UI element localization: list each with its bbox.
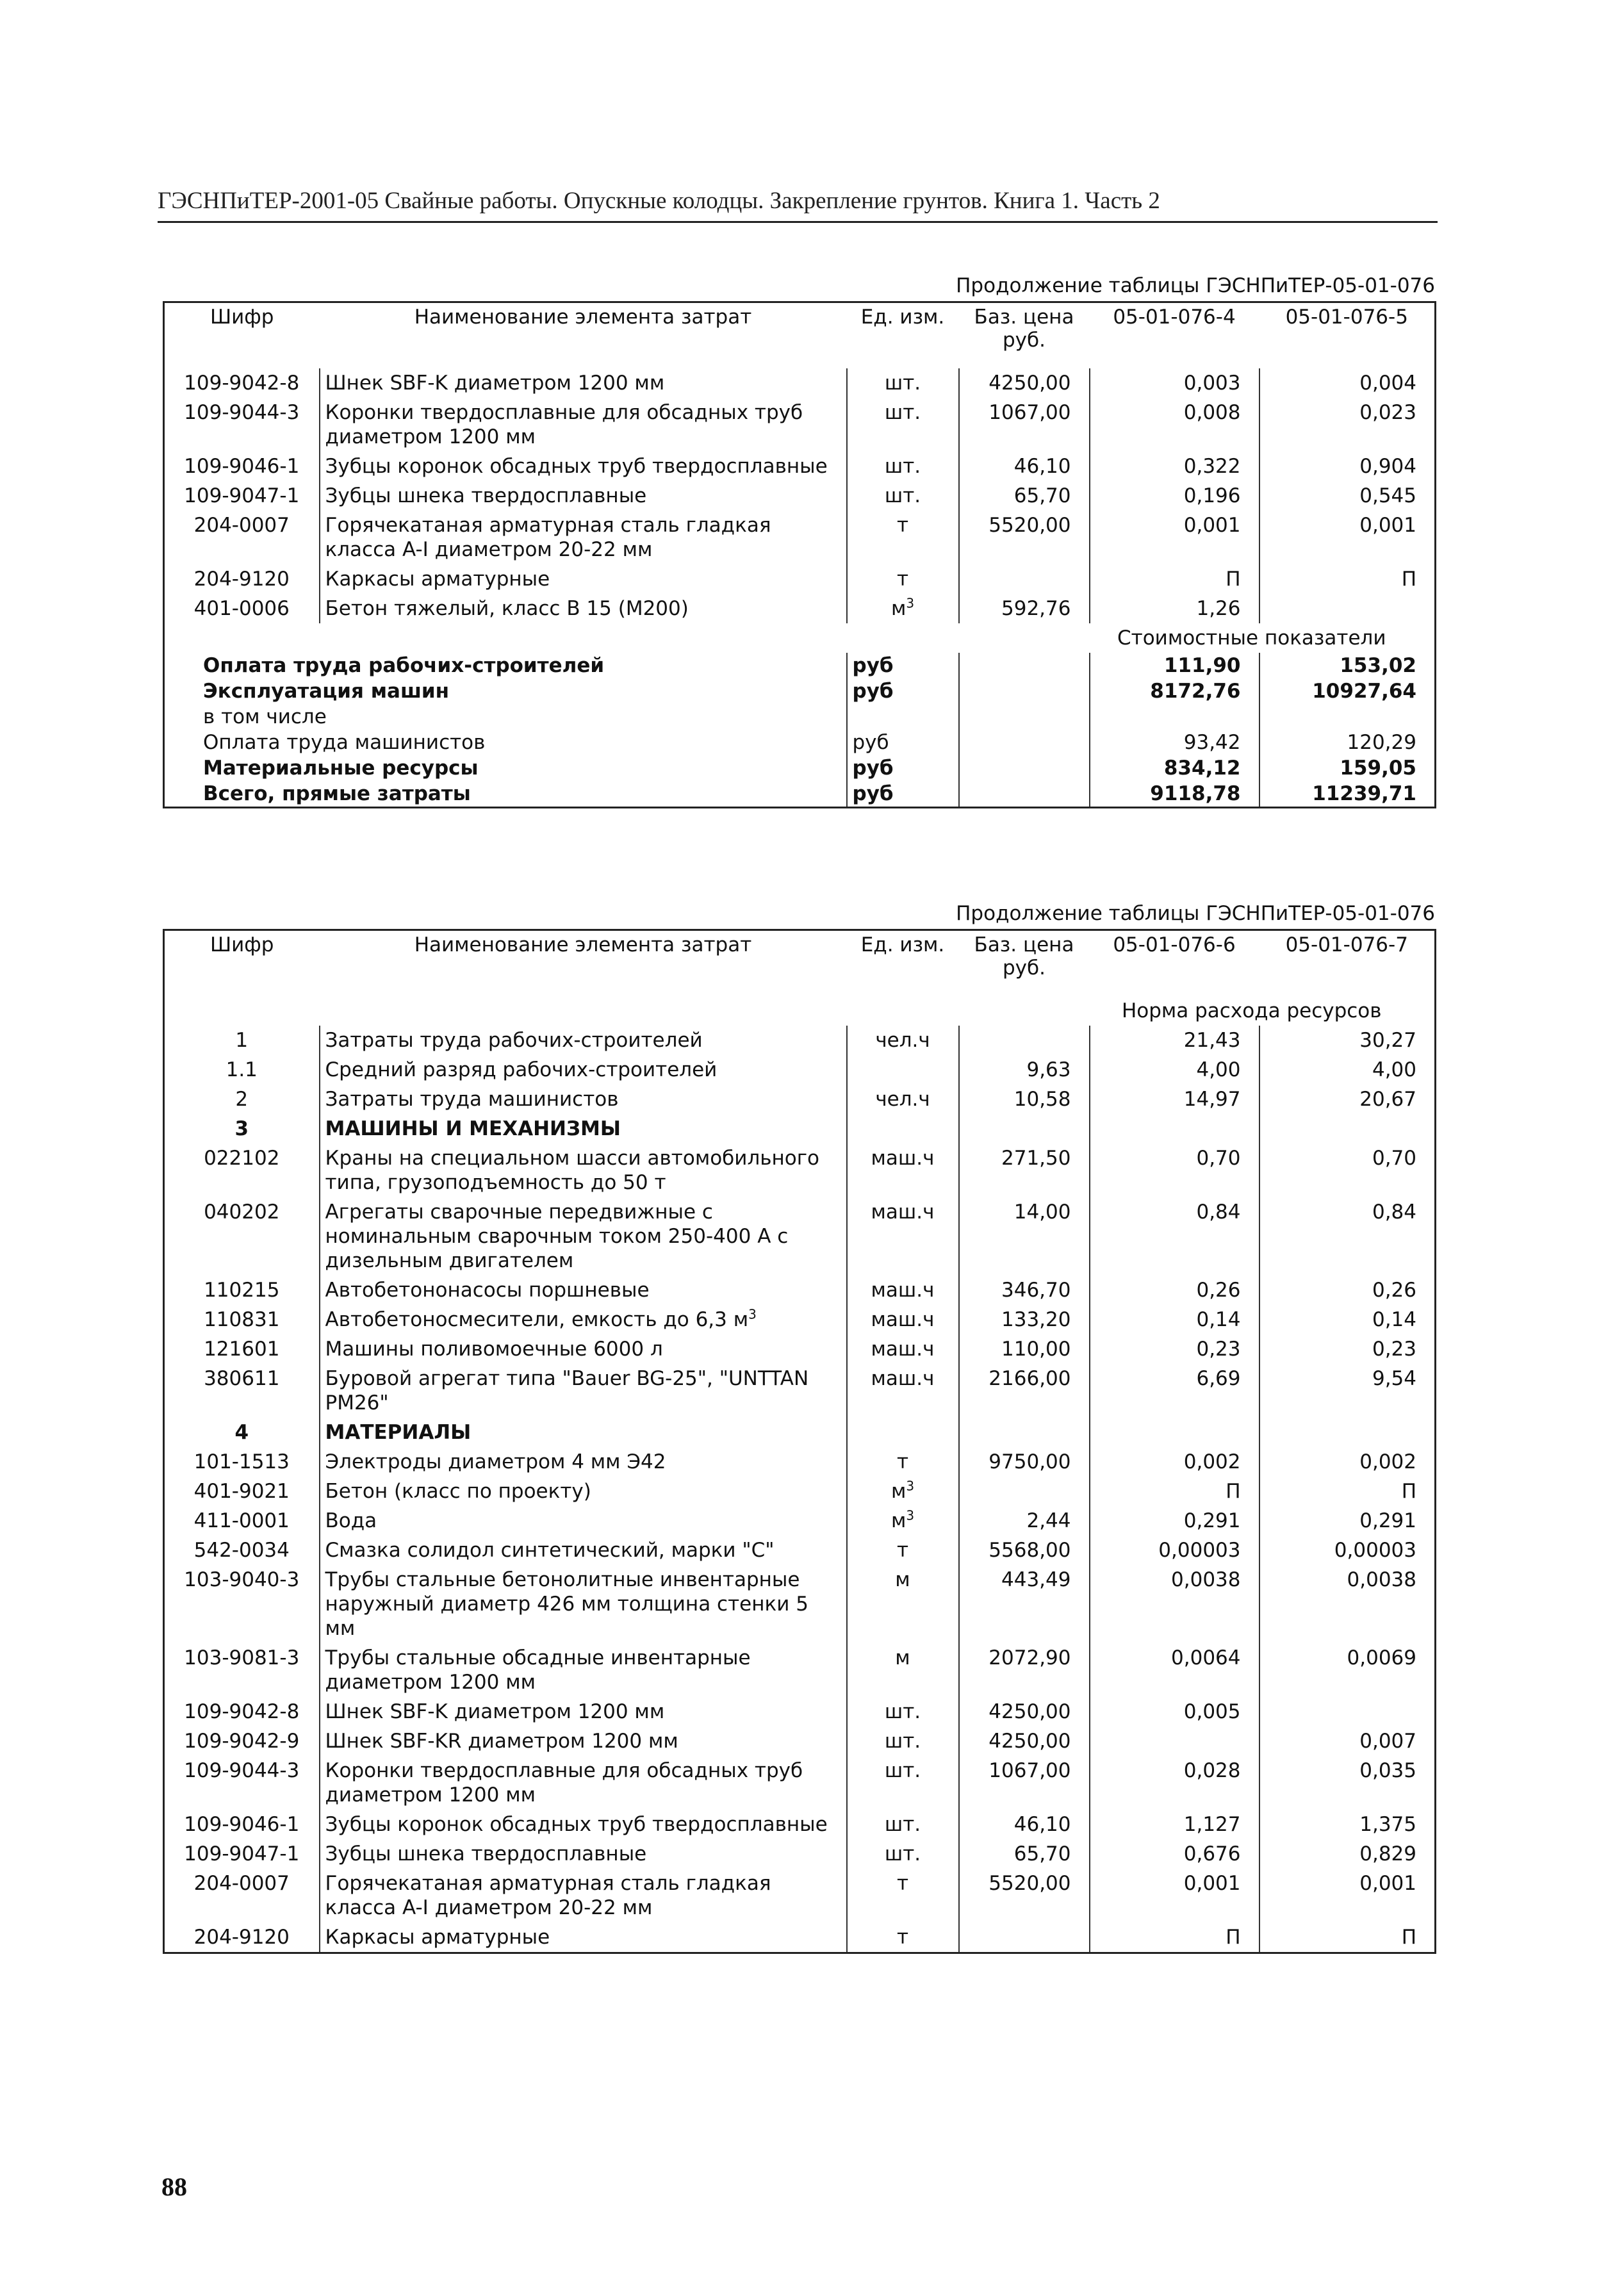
row-name: Зубцы шнека твердосплавные bbox=[320, 1839, 847, 1869]
col-header-code: Шифр bbox=[210, 306, 274, 329]
col-header-unit: Ед. изм. bbox=[860, 933, 945, 956]
row-unit: $м^3$ bbox=[847, 594, 959, 623]
row-unit: маш.ч bbox=[847, 1275, 959, 1305]
cost-row-value-1: 93,42 bbox=[1090, 730, 1259, 755]
cost-row-unit: руб bbox=[847, 781, 959, 808]
row-value-2: 0,035 bbox=[1259, 1756, 1436, 1810]
row-price: 46,10 bbox=[959, 1810, 1090, 1839]
row-name: Коронки твердосплавные для обсадных труб диаметром 1200 мм bbox=[320, 1756, 847, 1810]
row-unit: шт. bbox=[847, 1810, 959, 1839]
machine-row bbox=[164, 1275, 1436, 1305]
row-unit: шт. bbox=[847, 368, 959, 398]
row-code: 109-9044-3 bbox=[184, 1759, 300, 1782]
row-name: Бетон (класс по проекту) bbox=[320, 1477, 847, 1506]
row-price: 14,00 bbox=[959, 1197, 1090, 1275]
row-unit: маш.ч bbox=[847, 1334, 959, 1364]
row-value-1: 0,005 bbox=[1090, 1697, 1259, 1726]
row-unit: т bbox=[847, 1923, 959, 1953]
col-header-name: Наименование элемента затрат bbox=[414, 933, 752, 956]
row-value-2: 30,27 bbox=[1259, 1026, 1436, 1055]
row-unit: $м^3$ bbox=[847, 1506, 959, 1536]
row-value-2: 0,007 bbox=[1259, 1726, 1436, 1756]
cost-row-value-1: 111,90 bbox=[1090, 653, 1259, 678]
row-value-1: 0,00003 bbox=[1090, 1536, 1259, 1565]
labor-row bbox=[164, 1026, 1436, 1055]
row-unit: шт. bbox=[847, 1756, 959, 1810]
machine-row bbox=[164, 1364, 1436, 1418]
row-name: Зубцы коронок обсадных труб твердосплавные bbox=[320, 452, 847, 481]
row-code: 1.1 bbox=[226, 1058, 258, 1081]
col-header-v2: 05-01-076-5 bbox=[1285, 306, 1408, 329]
cost-row-label: Оплата труда машинистов bbox=[203, 731, 486, 754]
row-price bbox=[959, 1923, 1090, 1953]
row-unit: т bbox=[847, 1869, 959, 1923]
row-name: Автобетоносмесители, емкость до 6,3 $м^3$ bbox=[320, 1305, 847, 1334]
row-value-1: 0,14 bbox=[1090, 1305, 1259, 1334]
cost-row-unit: руб bbox=[847, 730, 959, 755]
row-value-1: 0,676 bbox=[1090, 1839, 1259, 1869]
row-name: Шнек SBF-K диаметром 1200 мм bbox=[320, 368, 847, 398]
table1 bbox=[163, 301, 1436, 808]
section-title-materials: МАТЕРИАЛЫ bbox=[320, 1418, 847, 1447]
row-price: 46,10 bbox=[959, 452, 1090, 481]
row-name: Горячекатаная арматурная сталь гладкая класса A-I диаметром 20-22 мм bbox=[320, 511, 847, 564]
row-price: 4250,00 bbox=[959, 1726, 1090, 1756]
row-value-2: 0,291 bbox=[1259, 1506, 1436, 1536]
row-name: Зубцы коронок обсадных труб твердосплавные bbox=[320, 1810, 847, 1839]
material-row bbox=[164, 1565, 1436, 1643]
row-value-2: 0,002 bbox=[1259, 1447, 1436, 1477]
row-value-2: 0,70 bbox=[1259, 1144, 1436, 1197]
row-value-1: 14,97 bbox=[1090, 1085, 1259, 1114]
table-row bbox=[164, 452, 1436, 481]
row-value-2: 0,14 bbox=[1259, 1305, 1436, 1334]
cost-indicators-label: Стоимостные показатели bbox=[1117, 627, 1386, 650]
cost-row-unit: руб bbox=[847, 755, 959, 781]
row-name: Каркасы арматурные bbox=[320, 1923, 847, 1953]
col-header-unit: Ед. изм. bbox=[860, 306, 945, 329]
material-row bbox=[164, 1839, 1436, 1869]
row-value-2: 0,84 bbox=[1259, 1197, 1436, 1275]
row-price: 9750,00 bbox=[959, 1447, 1090, 1477]
row-value-1: 0,003 bbox=[1090, 368, 1259, 398]
col-header-price: Баз. цена руб. bbox=[974, 306, 1074, 352]
row-unit: м bbox=[847, 1643, 959, 1697]
row-value-1: 6,69 bbox=[1090, 1364, 1259, 1418]
row-code: 022102 bbox=[204, 1147, 280, 1170]
row-name: Автобетононасосы поршневые bbox=[320, 1275, 847, 1305]
row-price: 5520,00 bbox=[959, 511, 1090, 564]
row-value-2: 0,26 bbox=[1259, 1275, 1436, 1305]
row-price: 1067,00 bbox=[959, 398, 1090, 452]
row-price: 443,49 bbox=[959, 1565, 1090, 1643]
row-unit: шт. bbox=[847, 452, 959, 481]
row-code: 1 bbox=[235, 1029, 249, 1052]
row-code: 204-0007 bbox=[193, 1872, 290, 1895]
machine-row bbox=[164, 1197, 1436, 1275]
row-value-2 bbox=[1259, 1697, 1436, 1726]
row-unit: шт. bbox=[847, 398, 959, 452]
col-header-v1: 05-01-076-6 bbox=[1113, 933, 1236, 956]
row-value-1: П bbox=[1090, 1477, 1259, 1506]
row-value-2: 20,67 bbox=[1259, 1085, 1436, 1114]
cost-row-label: Оплата труда рабочих-строителей bbox=[203, 654, 605, 677]
row-unit: т bbox=[847, 511, 959, 564]
row-code: 204-9120 bbox=[193, 1926, 290, 1949]
row-price: 5568,00 bbox=[959, 1536, 1090, 1565]
row-value-2: 0,0038 bbox=[1259, 1565, 1436, 1643]
cost-row-value-1: 9118,78 bbox=[1090, 781, 1259, 808]
table2-continuation-label: Продолжение таблицы ГЭСНПиТЕР-05-01-076 bbox=[956, 902, 1435, 925]
row-value-2: 0,023 bbox=[1259, 398, 1436, 452]
table-row bbox=[164, 511, 1436, 564]
row-value-1: 1,26 bbox=[1090, 594, 1259, 623]
row-price bbox=[959, 1026, 1090, 1055]
col-header-code: Шифр bbox=[210, 933, 274, 956]
section-code: 3 bbox=[234, 1117, 249, 1140]
cost-indicators-row bbox=[164, 623, 1436, 653]
row-price: 9,63 bbox=[959, 1055, 1090, 1085]
cost-row-unit: руб bbox=[847, 653, 959, 678]
row-unit: шт. bbox=[847, 1726, 959, 1756]
row-value-1: 0,70 bbox=[1090, 1144, 1259, 1197]
material-row bbox=[164, 1726, 1436, 1756]
row-name: Смазка солидол синтетический, марки "С" bbox=[320, 1536, 847, 1565]
row-price: 1067,00 bbox=[959, 1756, 1090, 1810]
row-value-2: 0,004 bbox=[1259, 368, 1436, 398]
row-name: Машины поливомоечные 6000 л bbox=[320, 1334, 847, 1364]
row-value-2: 9,54 bbox=[1259, 1364, 1436, 1418]
row-unit: т bbox=[847, 1447, 959, 1477]
cost-row-value-2: 10927,64 bbox=[1259, 678, 1436, 704]
table-row bbox=[164, 481, 1436, 511]
table1-header-row bbox=[164, 302, 1436, 369]
cost-row bbox=[164, 781, 1436, 808]
cost-row-label: Эксплуатация машин bbox=[203, 680, 450, 703]
row-unit: чел.ч bbox=[847, 1085, 959, 1114]
labor-row bbox=[164, 1085, 1436, 1114]
row-value-2: 0,23 bbox=[1259, 1334, 1436, 1364]
row-code: 109-9042-8 bbox=[184, 372, 300, 395]
table-row bbox=[164, 398, 1436, 452]
material-row bbox=[164, 1810, 1436, 1839]
page-number: 88 bbox=[161, 2172, 187, 2201]
row-code: 121601 bbox=[204, 1338, 280, 1361]
row-code: 110831 bbox=[204, 1308, 280, 1331]
row-price: 2072,90 bbox=[959, 1643, 1090, 1697]
row-value-2: 0,0069 bbox=[1259, 1643, 1436, 1697]
row-code: 401-0006 bbox=[193, 597, 290, 620]
material-row bbox=[164, 1869, 1436, 1923]
row-code: 109-9042-8 bbox=[184, 1700, 300, 1723]
row-name: Буровой агрегат типа "Bauer BG-25", "UNTTAN PM26" bbox=[320, 1364, 847, 1418]
row-value-1 bbox=[1090, 1726, 1259, 1756]
row-value-1: 21,43 bbox=[1090, 1026, 1259, 1055]
table-row bbox=[164, 594, 1436, 623]
cost-row bbox=[164, 755, 1436, 781]
row-unit: маш.ч bbox=[847, 1364, 959, 1418]
table1-continuation-label: Продолжение таблицы ГЭСНПиТЕР-05-01-076 bbox=[956, 274, 1435, 297]
row-unit: маш.ч bbox=[847, 1305, 959, 1334]
row-value-1: 4,00 bbox=[1090, 1055, 1259, 1085]
row-value-1: 0,322 bbox=[1090, 452, 1259, 481]
cost-row-value-1 bbox=[1090, 704, 1259, 730]
row-name: Каркасы арматурные bbox=[320, 564, 847, 594]
row-name: Трубы стальные обсадные инвентарные диаметром 1200 мм bbox=[320, 1643, 847, 1697]
row-value-2: 0,904 bbox=[1259, 452, 1436, 481]
cost-row-label: в том числе bbox=[203, 705, 327, 728]
cost-row-value-2: 120,29 bbox=[1259, 730, 1436, 755]
table-row bbox=[164, 368, 1436, 398]
row-value-1: 0,84 bbox=[1090, 1197, 1259, 1275]
row-code: 110215 bbox=[204, 1279, 280, 1302]
row-code: 109-9047-1 bbox=[184, 1842, 300, 1865]
row-code: 109-9047-1 bbox=[184, 484, 300, 507]
table-row bbox=[164, 564, 1436, 594]
row-unit: маш.ч bbox=[847, 1144, 959, 1197]
row-unit: чел.ч bbox=[847, 1026, 959, 1055]
row-unit: м bbox=[847, 1565, 959, 1643]
col-header-v2: 05-01-076-7 bbox=[1285, 933, 1408, 956]
row-value-1: П bbox=[1090, 1923, 1259, 1953]
row-name: Краны на специальном шасси автомобильного типа, грузоподъемность до 50 т bbox=[320, 1144, 847, 1197]
row-value-1: 1,127 bbox=[1090, 1810, 1259, 1839]
section-row-machines bbox=[164, 1114, 1436, 1144]
row-value-1: 0,196 bbox=[1090, 481, 1259, 511]
row-unit: маш.ч bbox=[847, 1197, 959, 1275]
row-price: 346,70 bbox=[959, 1275, 1090, 1305]
material-row bbox=[164, 1477, 1436, 1506]
cost-row-unit: руб bbox=[847, 678, 959, 704]
row-value-2: 0,00003 bbox=[1259, 1536, 1436, 1565]
row-name: Трубы стальные бетонолитные инвентарные наружный диаметр 426 мм толщина стенки 5 мм bbox=[320, 1565, 847, 1643]
material-row bbox=[164, 1536, 1436, 1565]
running-header: ГЭСНПиТЕР-2001-05 Свайные работы. Опускные колодцы. Закрепление грунтов. Книга 1. Часть 2 bbox=[158, 187, 1438, 223]
row-code: 401-9021 bbox=[193, 1480, 290, 1503]
row-code: 109-9046-1 bbox=[184, 1813, 300, 1836]
cost-row-label: Всего, прямые затраты bbox=[203, 782, 471, 805]
row-code: 101-1513 bbox=[193, 1450, 290, 1473]
col-header-price: Баз. цена руб. bbox=[974, 933, 1074, 980]
row-price: 110,00 bbox=[959, 1334, 1090, 1364]
row-code: 2 bbox=[235, 1088, 249, 1111]
row-unit: шт. bbox=[847, 1697, 959, 1726]
cost-row-value-2: 11239,71 bbox=[1259, 781, 1436, 808]
row-price: 271,50 bbox=[959, 1144, 1090, 1197]
row-price: 592,76 bbox=[959, 594, 1090, 623]
row-unit: $м^3$ bbox=[847, 1477, 959, 1506]
row-unit: т bbox=[847, 564, 959, 594]
row-value-2: 0,001 bbox=[1259, 511, 1436, 564]
row-price: 10,58 bbox=[959, 1085, 1090, 1114]
row-unit: т bbox=[847, 1536, 959, 1565]
row-value-2: 4,00 bbox=[1259, 1055, 1436, 1085]
col-header-v1: 05-01-076-4 bbox=[1113, 306, 1236, 329]
section-code: 4 bbox=[234, 1421, 249, 1444]
row-code: 103-9081-3 bbox=[184, 1646, 300, 1669]
material-row bbox=[164, 1756, 1436, 1810]
section-title-machines: МАШИНЫ И МЕХАНИЗМЫ bbox=[320, 1114, 847, 1144]
row-name: Бетон тяжелый, класс В 15 (М200) bbox=[320, 594, 847, 623]
table2 bbox=[163, 929, 1436, 1954]
row-name: Шнек SBF-K диаметром 1200 мм bbox=[320, 1697, 847, 1726]
row-value-1: 0,26 bbox=[1090, 1275, 1259, 1305]
row-unit: шт. bbox=[847, 481, 959, 511]
row-value-2: П bbox=[1259, 1923, 1436, 1953]
row-price: 133,20 bbox=[959, 1305, 1090, 1334]
row-name: Вода bbox=[320, 1506, 847, 1536]
row-price: 2166,00 bbox=[959, 1364, 1090, 1418]
row-name: Горячекатаная арматурная сталь гладкая класса A-I диаметром 20-22 мм bbox=[320, 1869, 847, 1923]
norm-row bbox=[164, 996, 1436, 1026]
row-value-2: 0,545 bbox=[1259, 481, 1436, 511]
row-price bbox=[959, 564, 1090, 594]
row-code: 204-9120 bbox=[193, 568, 290, 591]
row-price: 4250,00 bbox=[959, 1697, 1090, 1726]
cost-row-unit bbox=[847, 704, 959, 730]
row-price: 2,44 bbox=[959, 1506, 1090, 1536]
material-row bbox=[164, 1697, 1436, 1726]
row-value-1: 0,002 bbox=[1090, 1447, 1259, 1477]
row-name: Средний разряд рабочих-строителей bbox=[320, 1055, 847, 1085]
cost-row-value-1: 834,12 bbox=[1090, 755, 1259, 781]
row-code: 204-0007 bbox=[193, 514, 290, 537]
row-name: Электроды диаметром 4 мм Э42 bbox=[320, 1447, 847, 1477]
machine-row bbox=[164, 1334, 1436, 1364]
machine-row bbox=[164, 1305, 1436, 1334]
row-price bbox=[959, 1477, 1090, 1506]
row-name: Зубцы шнека твердосплавные bbox=[320, 481, 847, 511]
row-code: 103-9040-3 bbox=[184, 1568, 300, 1591]
row-value-1: 0,23 bbox=[1090, 1334, 1259, 1364]
row-code: 109-9046-1 bbox=[184, 455, 300, 478]
row-value-2: 0,829 bbox=[1259, 1839, 1436, 1869]
row-price: 65,70 bbox=[959, 1839, 1090, 1869]
material-row bbox=[164, 1447, 1436, 1477]
row-code: 109-9044-3 bbox=[184, 401, 300, 424]
material-row bbox=[164, 1643, 1436, 1697]
table2-header-row bbox=[164, 930, 1436, 997]
labor-row bbox=[164, 1055, 1436, 1085]
row-code: 109-9042-9 bbox=[184, 1730, 300, 1753]
row-name: Затраты труда машинистов bbox=[320, 1085, 847, 1114]
row-value-1: 0,0038 bbox=[1090, 1565, 1259, 1643]
row-name: Затраты труда рабочих-строителей bbox=[320, 1026, 847, 1055]
row-value-1: П bbox=[1090, 564, 1259, 594]
row-price: 5520,00 bbox=[959, 1869, 1090, 1923]
row-unit: шт. bbox=[847, 1839, 959, 1869]
row-unit bbox=[847, 1055, 959, 1085]
cost-row bbox=[164, 704, 1436, 730]
row-price: 65,70 bbox=[959, 481, 1090, 511]
row-value-2: 1,375 bbox=[1259, 1810, 1436, 1839]
row-value-2: П bbox=[1259, 564, 1436, 594]
row-code: 411-0001 bbox=[193, 1509, 290, 1532]
row-value-1: 0,001 bbox=[1090, 1869, 1259, 1923]
cost-row-value-2: 159,05 bbox=[1259, 755, 1436, 781]
cost-row bbox=[164, 653, 1436, 678]
row-code: 380611 bbox=[204, 1367, 280, 1390]
cost-row bbox=[164, 678, 1436, 704]
row-value-1: 0,291 bbox=[1090, 1506, 1259, 1536]
norm-label: Норма расхода ресурсов bbox=[1121, 999, 1382, 1022]
row-name: Шнек SBF-KR диаметром 1200 мм bbox=[320, 1726, 847, 1756]
material-row bbox=[164, 1506, 1436, 1536]
machine-row bbox=[164, 1144, 1436, 1197]
row-value-1: 0,028 bbox=[1090, 1756, 1259, 1810]
row-name: Агрегаты сварочные передвижные с номинальным сварочным током 250-400 А с дизельным двигателем bbox=[320, 1197, 847, 1275]
row-value-2: П bbox=[1259, 1477, 1436, 1506]
row-value-1: 0,008 bbox=[1090, 398, 1259, 452]
row-name: Коронки твердосплавные для обсадных труб диаметром 1200 мм bbox=[320, 398, 847, 452]
row-price: 4250,00 bbox=[959, 368, 1090, 398]
material-row bbox=[164, 1923, 1436, 1953]
row-value-1: 0,0064 bbox=[1090, 1643, 1259, 1697]
cost-row-label: Материальные ресурсы bbox=[203, 757, 479, 780]
row-value-2 bbox=[1259, 594, 1436, 623]
section-row-materials bbox=[164, 1418, 1436, 1447]
cost-row-value-2: 153,02 bbox=[1259, 653, 1436, 678]
row-code: 542-0034 bbox=[193, 1539, 290, 1562]
row-value-2: 0,001 bbox=[1259, 1869, 1436, 1923]
col-header-name: Наименование элемента затрат bbox=[414, 306, 752, 329]
cost-row-value-2 bbox=[1259, 704, 1436, 730]
cost-row-value-1: 8172,76 bbox=[1090, 678, 1259, 704]
cost-row bbox=[164, 730, 1436, 755]
row-code: 040202 bbox=[204, 1201, 280, 1224]
row-value-1: 0,001 bbox=[1090, 511, 1259, 564]
